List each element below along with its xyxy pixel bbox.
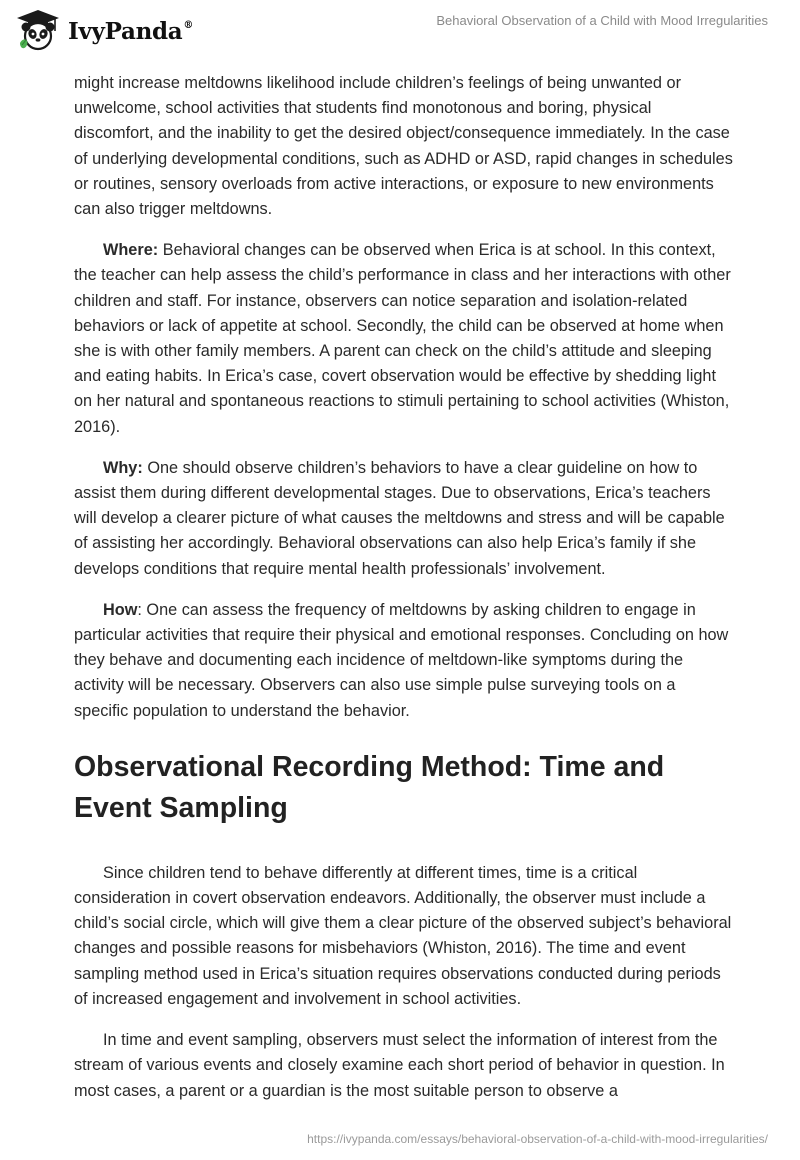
page-header [0,0,800,62]
how-label: How [103,600,138,619]
paragraph-time-consideration: Since children tend to behave differently at different times, time is a critical consideration in covert observation endeavors. Additionally, the observer must include a child’s social circle, which will give them a clear picture of the observed subject’s behavioral changes and possible reasons for misbehaviors (Whiston, 2016). The time and event sampling method used in Erica’s situation requires observations conducted during periods of increased engagement and involvement in school activities. [74,863,732,1008]
where-text: Behavioral changes can be observed when Erica is at school. In this context, the teacher can help assess the child’s performance in class and her interactions with other children and staff. For instance, observers can notice separation and isolation-related behaviors or lack of appetite at school. Secondly, the child can be observed at home when she is with other family members. A parent can check on the child’s attitude and sleeping and eating habits. In Erica’s case, covert observation would be effective by shedding light on her natural and spontaneous reactions to stimuli pertaining to school activities (Whiston, 2016). [74,241,731,436]
section-heading: Observational Recording Method: Time and Event Sampling [74,750,665,824]
paragraph-where [74,238,734,440]
logo-wordmark: IvyPanda® [68,17,194,45]
why-text: One should observe children’s behaviors to have a clear guideline on how to assist them during different developmental stages. Due to observations, Erica’s teachers will develop a clearer picture of what causes the meltdowns and stress and will be capable of assisting her accordingly. Behavioral observations can also help Erica’s family if she develops conditions that require mental health professionals’ involvement. [74,458,725,578]
essay-body [74,71,734,1120]
ivypanda-logo[interactable] [14,9,193,53]
document-title: Behavioral Observation of a Child with Mood Irregularities [436,13,768,28]
paragraph-meltdown-triggers: might increase meltdowns likelihood include children’s feelings of being unwanted or unwelcome, school activities that students find monotonous and boring, physical discomfort, and the inability to get the desired object/consequence immediately. In the case of underlying developmental conditions, such as ADHD or ASD, rapid changes in schedules or routines, sensory overloads from active interactions, or exposure to new environments can also trigger meltdowns. [74,74,733,219]
source-url[interactable]: https://ivypanda.com/essays/behavioral-observation-of-a-child-with-mood-irregularities/ [307,1132,768,1146]
why-label: Why: [103,458,143,477]
panda-graduate-icon [14,9,62,53]
paragraph-time-event-sampling: In time and event sampling, observers must select the information of interest from the stream of various events and closely examine each short period of behavior in question. In most cases, a parent or a guardian is the most suitable person to observe a [74,1031,725,1100]
paragraph-how [74,598,734,724]
how-text: : One can assess the frequency of meltdowns by asking children to engage in particular activities that require their physical and emotional responses. Concluding on how they behave and documenting each incidence of meltdown-like symptoms during the activity will be necessary. Observers can also use simple pulse surveying tools on a specific population to understand the behavior. [74,600,729,720]
paragraph-why [74,456,734,582]
where-label: Where: [103,241,159,260]
